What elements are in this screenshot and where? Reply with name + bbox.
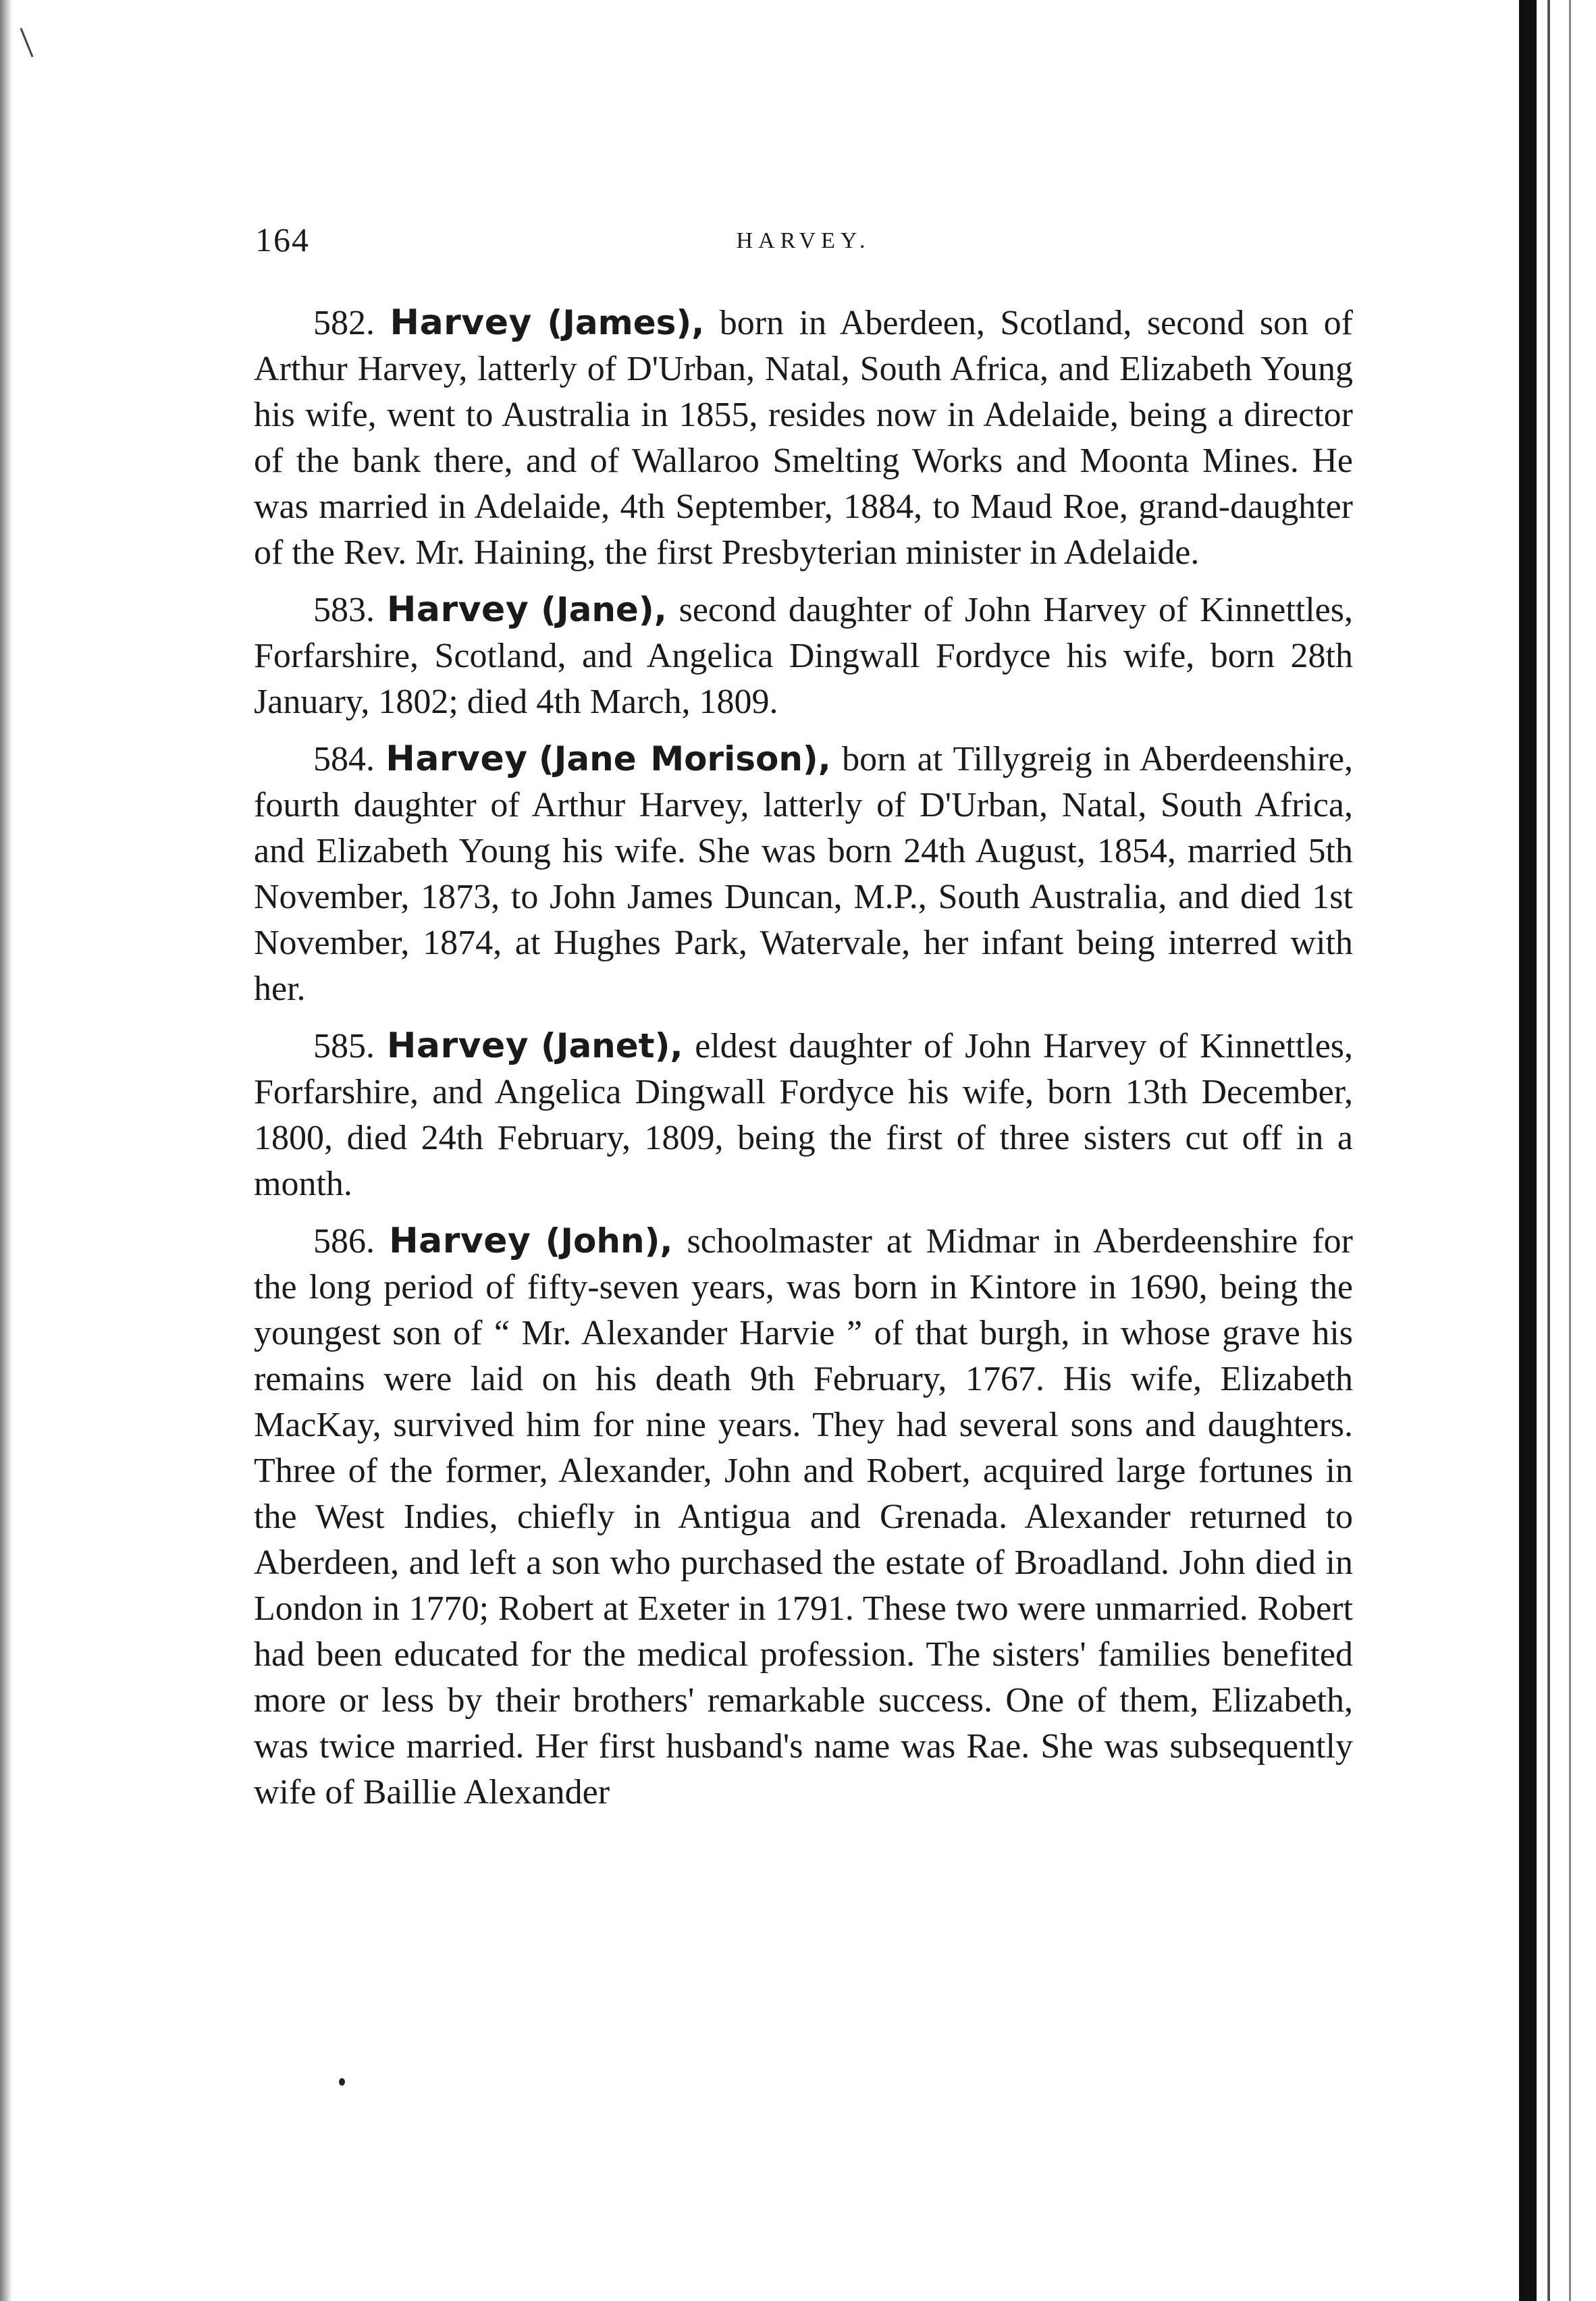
page-number: 164 [255, 221, 310, 259]
entry-number: 582. [313, 304, 375, 342]
page-left-shadow [0, 0, 12, 2301]
entry-number: 586. [313, 1222, 375, 1261]
stray-ink-dot [339, 2078, 345, 2086]
entry-584 [254, 736, 1353, 1012]
binding-edge-line-outer [1569, 0, 1571, 2301]
entry-given-name: (Jane Morison), [538, 739, 831, 778]
entry-given-name: (Janet), [540, 1026, 683, 1065]
entry-text: schoolmaster at Midmar in Aberdeenshire for the long period of fifty-seven years, was born in Kintore in 1690, being the youngest son of “ Mr. Alexander Harvie ” of that burgh, in whose grave his remains were laid on his death 9th February, 1767. His wife, Elizabeth MacKay, survived him for nine years. They had several sons and daughters. Three of the former, Alexander, John and Robert, acquired large fortunes in the West Indies, chiefly in Antigua and Grenada. Alexander returned to Aberdeen, and left a son who purchased the estate of Broadland. John died in London in 1770; Robert at Exeter in 1791. These two were unmarried. Robert had been educated for the medical profession. The sisters' families benefited more or less by their brothers' remarkable success. One of them, Elizabeth, was twice married. Her first husband's name was Rae. She was subsequently wife of Baillie Alexander [254, 1222, 1353, 1811]
entry-given-name: (John), [545, 1221, 673, 1261]
entry-given-name: (Jane), [541, 590, 667, 629]
entry-583 [254, 587, 1353, 725]
entry-surname: Harvey [385, 739, 528, 779]
entry-585 [254, 1023, 1353, 1207]
entry-given-name: (James), [547, 303, 705, 342]
binding-bar [1519, 0, 1537, 2301]
running-head: HARVEY. [736, 228, 871, 253]
entry-586 [254, 1218, 1353, 1816]
entry-number: 585. [313, 1027, 375, 1065]
entry-number: 583. [313, 591, 375, 629]
entry-text: born at Tillygreig in Aberdeenshire, fourth daughter of Arthur Harvey, latterly of D'Urban, Natal, South Africa, and Elizabeth Young his wife. She was born 24th August, 1854, married 5th November, 1873, to John James Duncan, M.P., South Australia, and died 1st November, 1874, at Hughes Park, Watervale, her infant being interred with her. [254, 740, 1354, 1008]
entry-surname: Harvey [389, 1221, 531, 1261]
corner-mark [20, 28, 33, 57]
entry-582 [254, 300, 1353, 576]
entry-surname: Harvey [390, 302, 532, 343]
entry-text: born in Aberdeen, Scotland, second son of Arthur Harvey, latterly of D'Urban, Natal, South Africa, and Elizabeth Young his wife, went to Australia in 1855, resides now in Adelaide, being a director of the bank there, and of Wallaroo Smelting Works and Moonta Mines. He was married in Adelaide, 4th September, 1884, to Maud Roe, grand-daughter of the Rev. Mr. Haining, the first Presbyterian minister in Adelaide. [254, 304, 1353, 572]
entry-number: 584. [313, 740, 375, 778]
entries-list [254, 300, 1353, 1826]
entry-text: eldest daughter of John Harvey of Kinnettles, Forfarshire, and Angelica Dingwall Fordyce his wife, born 13th December, 1800, died 24th February, 1809, being the first of three sisters cut off in a month. [254, 1027, 1354, 1203]
binding-edge-line [1547, 0, 1550, 2301]
entry-text: second daughter of John Harvey of Kinnettles, Forfarshire, Scotland, and Angelica Dingwall Fordyce his wife, born 28th January, 1802; died 4th March, 1809. [254, 591, 1353, 721]
entry-surname: Harvey [386, 589, 529, 630]
page-header [255, 220, 1352, 274]
book-binding-edge [1483, 0, 1596, 2301]
entry-surname: Harvey [386, 1026, 529, 1066]
